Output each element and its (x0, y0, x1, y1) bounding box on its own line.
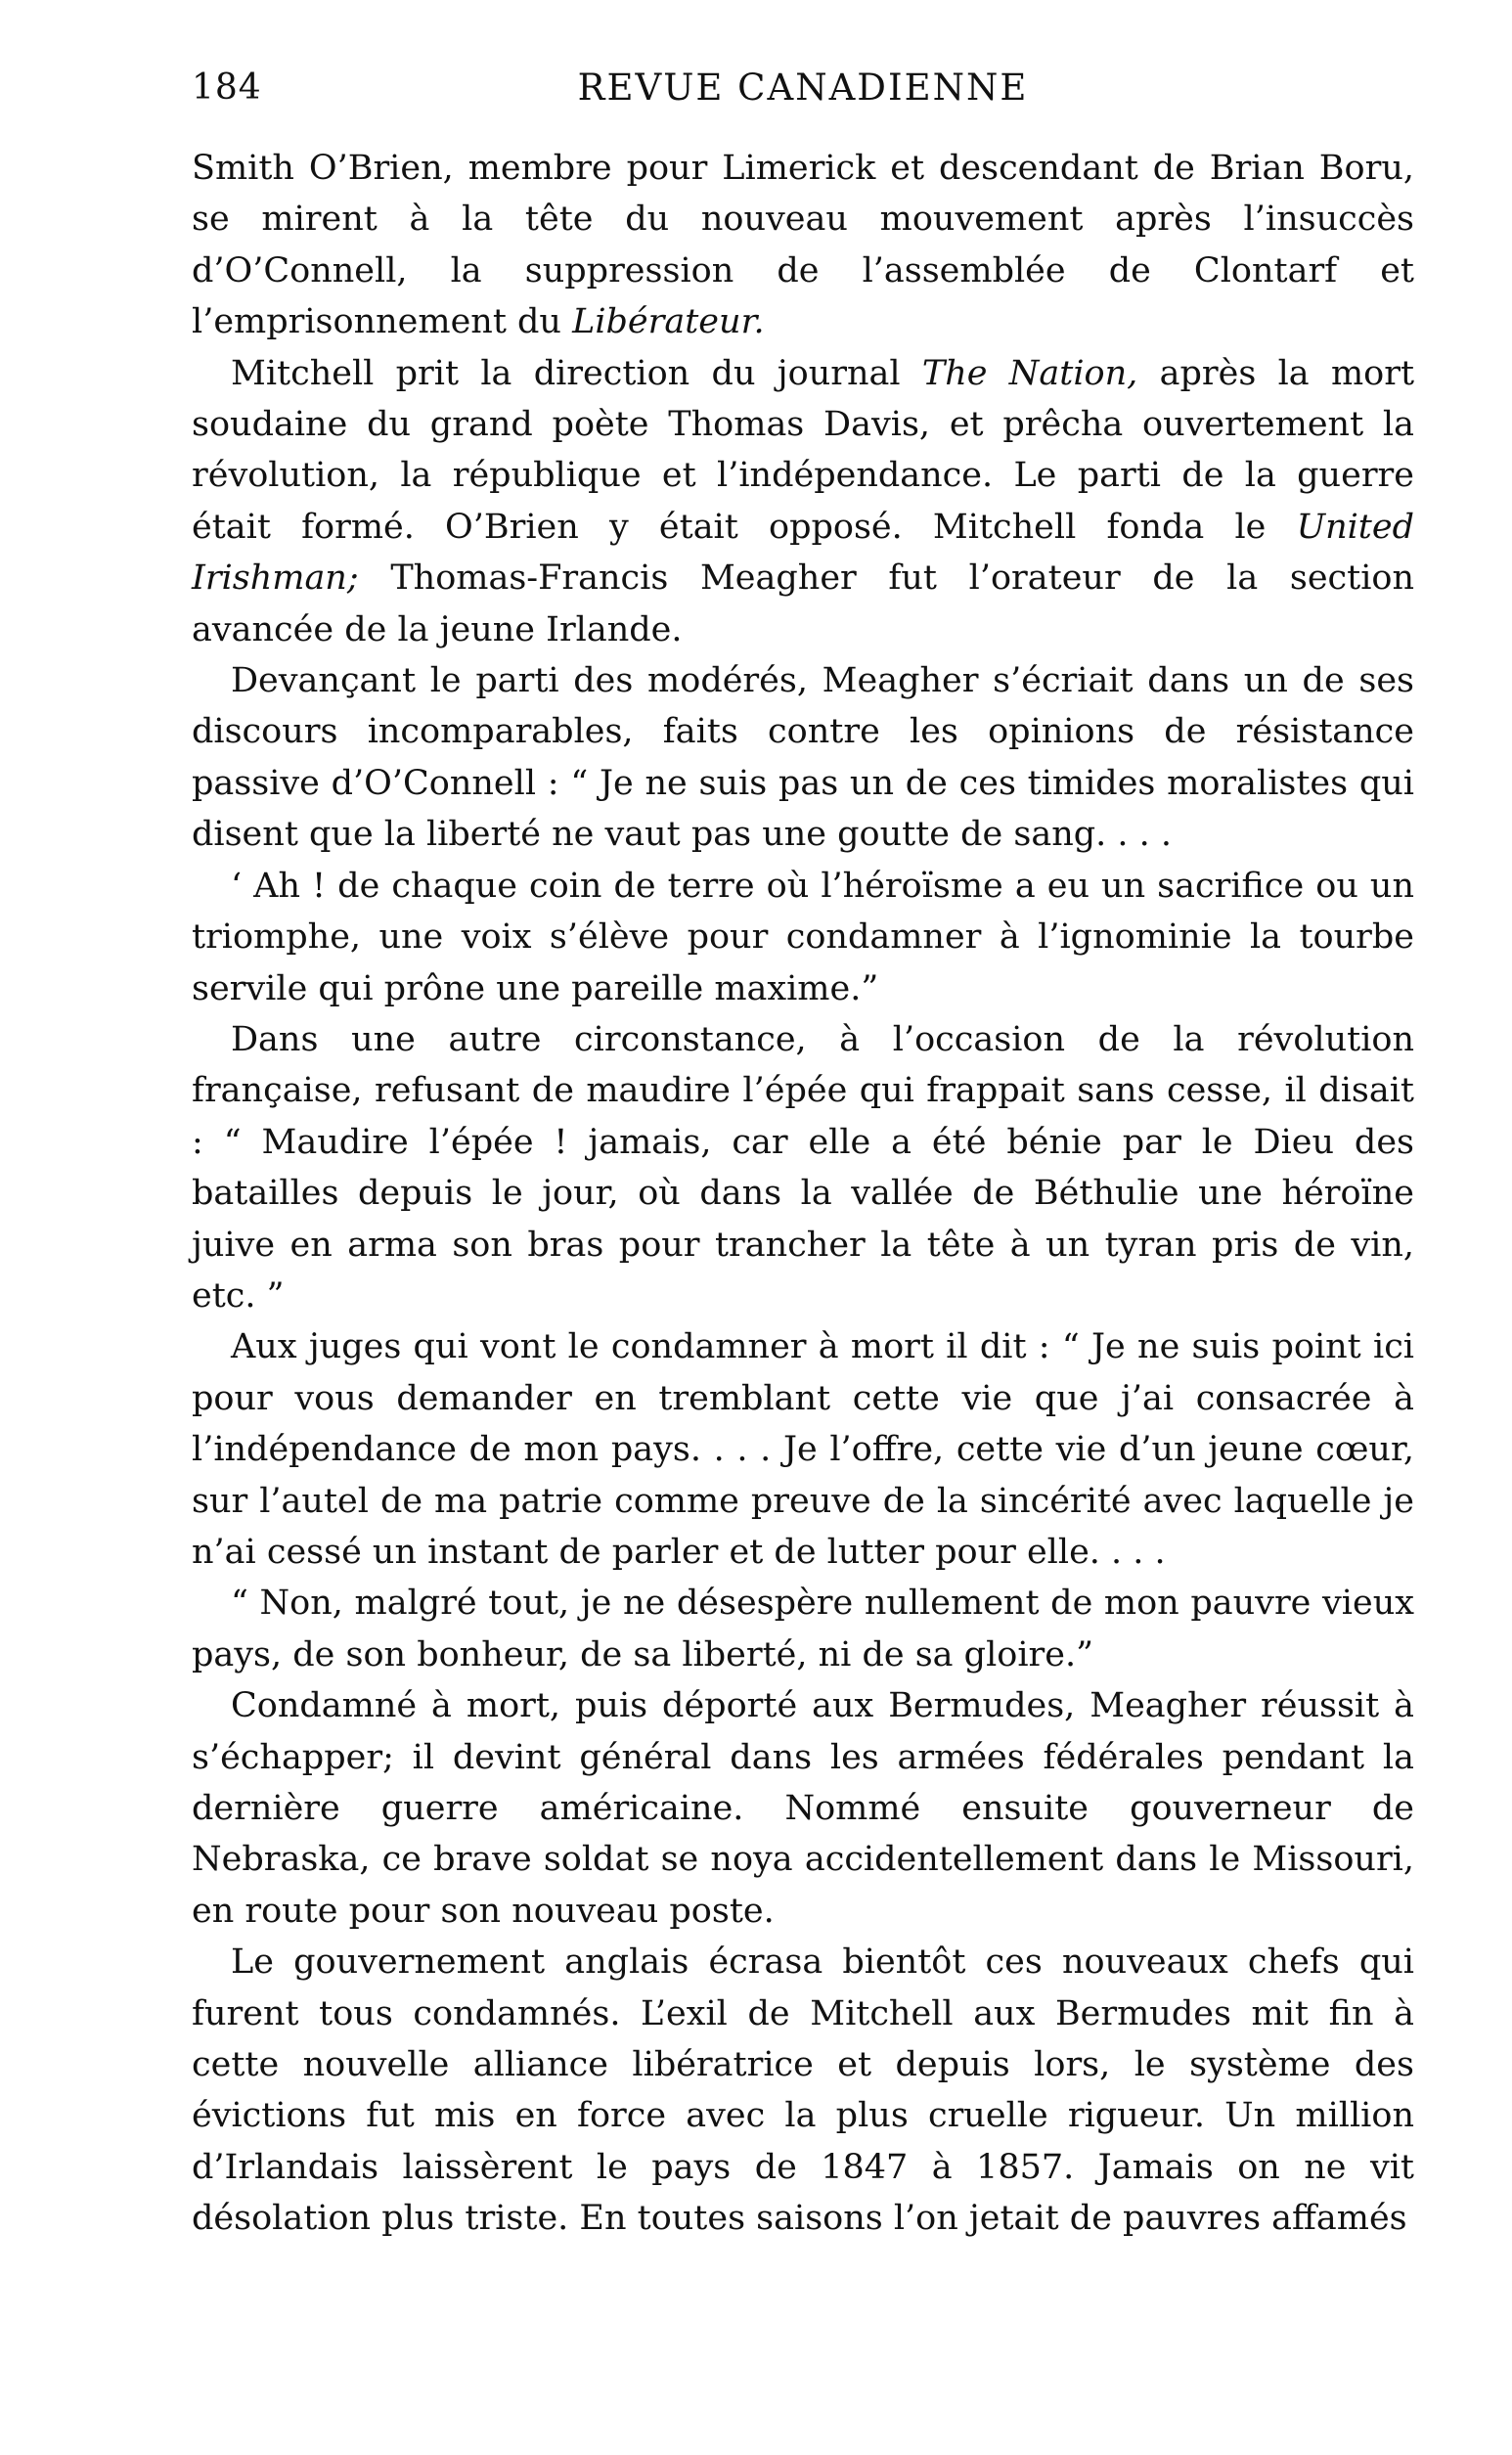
paragraph-1 (192, 143, 1414, 348)
paragraph-1-italic-liberateur: Libérateur. (572, 302, 765, 342)
journal-title: REVUE CANADIENNE (577, 67, 1029, 109)
paragraph-3: Devançant le parti des modérés, Meagher s’écriait dans un de ses discours incomparables, faits contre les opinions de résistance passive d’O’Connell : “ Je ne suis pas un de ces timides moralistes qui disent que la liberté ne vaut pas une goutte de sang. . . . (192, 661, 1414, 855)
paragraph-9: Le gouvernement anglais écrasa bientôt ces nouveaux chefs qui furent tous condamnés. L’exil de Mitchell aux Bermudes mit fin à cette nouvelle alliance libératrice et depuis lors, le système des évictions fut mis en force avec la plus cruelle rigueur. Un million d’Irlandais laissèrent le pays de 1847 à 1857. Jamais on ne vit désolation plus triste. En toutes saisons l’on jetait de pauvres affamés (192, 1942, 1414, 2239)
paragraph-2-italic-the-nation: The Nation, (921, 353, 1138, 393)
paragraph-6: Aux juges qui vont le condamner à mort il dit : “ Je ne suis point ici pour vous demander en tremblant cette vie que j’ai consacrée à l’indépendance de mon pays. . . . Je l’offre, cette vie d’un jeune cœur, sur l’autel de ma patrie comme preuve de la sincérité avec laquelle je n’ai cessé un instant de parler et de lutter pour elle. . . . (192, 1327, 1414, 1572)
paragraph-7: “ Non, malgré tout, je ne désespère nullement de mon pauvre vieux pays, de son bonheur, de sa liberté, ni de sa gloire.” (192, 1584, 1414, 1674)
page-number: 184 (192, 67, 262, 108)
paragraph-4: ‘ Ah ! de chaque coin de terre où l’héroïsme a eu un sacrifice ou un triomphe, une voix s’élève pour condamner à l’ignominie la tourbe servile qui prône une pareille maxime.” (192, 866, 1414, 1008)
running-head (192, 61, 1414, 115)
paragraph-2-text-b: après la mort soudaine du grand poète Thomas Davis, et prêcha ouvertement la révolution, la république et l’indépendance. Le parti de la guerre était formé. O’Brien y était opposé. Mitchell fonda le (192, 353, 1415, 547)
paragraph-1-text-a: Smith O’Brien, membre pour Limerick et descendant de Brian Boru, se mirent à la tête du nouveau mouvement après l’insuccès d’O’Connell, la suppression de l’assemblée de Clontarf et l’emprisonnement du (192, 149, 1414, 342)
paragraph-2 (192, 348, 1414, 655)
paragraph-8: Condamné à mort, puis déporté aux Bermudes, Meagher réussit à s’échapper; il devint général dans les armées fédérales pendant la dernière guerre américaine. Nommé ensuite gouverneur de Nebraska, ce brave soldat se noya accidentellement dans le Missouri, en route pour son nouveau poste. (192, 1686, 1414, 1931)
paragraph-2-text-a: Mitchell prit la direction du journal (231, 353, 922, 393)
paragraph-5: Dans une autre circonstance, à l’occasion de la révolution française, refusant de maudire l’épée qui frappait sans cesse, il disait : “ Maudire l’épée ! jamais, car elle a été bénie par le Dieu des batailles depuis le jour, où dans la vallée de Béthulie une héroïne juive en arma son bras pour trancher la tête à un tyran pris de vin, etc. ” (192, 1019, 1414, 1316)
paragraph-2-text-c: Thomas-Francis Meagher fut l’orateur de la section avancée de la jeune Irlande. (192, 558, 1414, 649)
paragraph-2-italic-united-irishman: United Irishman; (192, 507, 1414, 599)
body-text (192, 143, 1414, 2245)
